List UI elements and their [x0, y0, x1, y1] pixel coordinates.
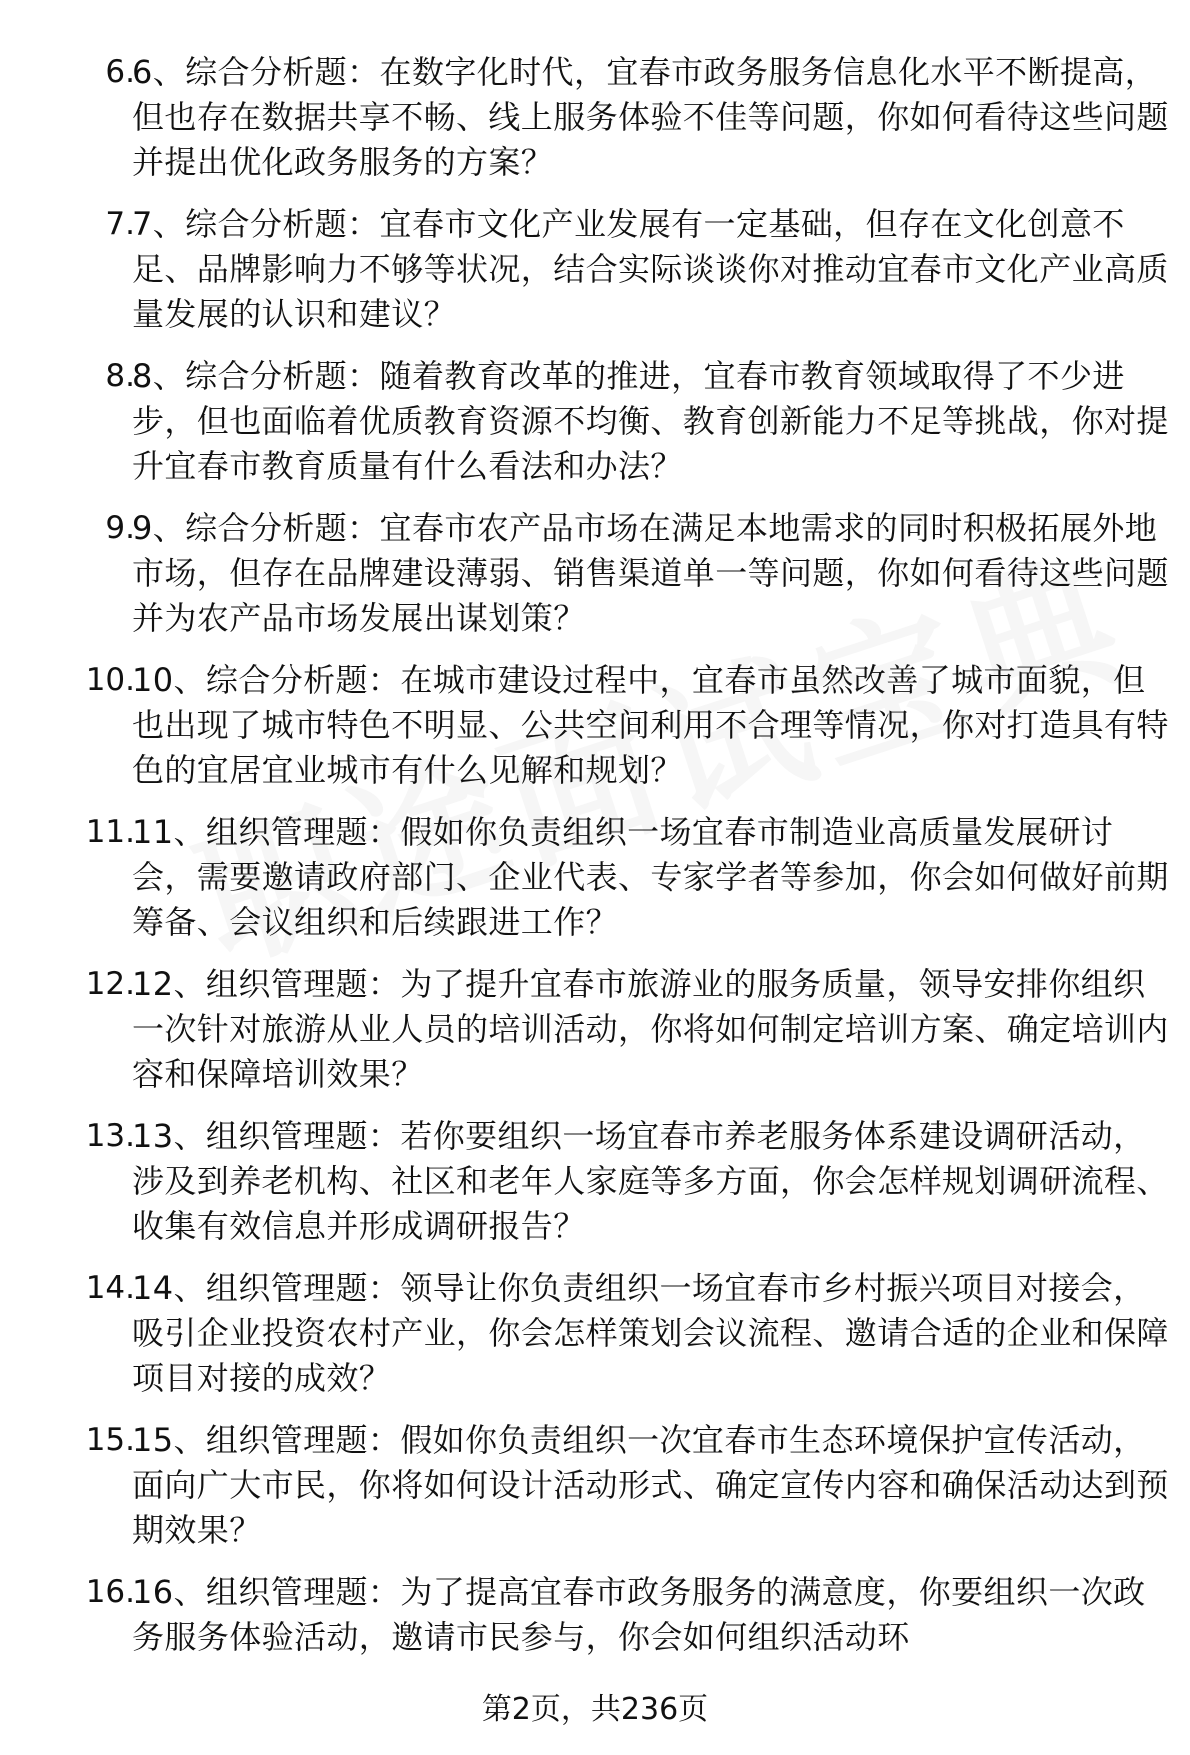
- question-text: 16、组织管理题：为了提高宜春市政务服务的满意度，你要组织一次政务服务体验活动，邀请市民参与，你会如何组织活动环: [132, 1573, 1146, 1656]
- question-item: [0, 354, 1190, 506]
- question-number: 10.: [85, 662, 135, 698]
- page-footer: 第2页，共236页: [481, 1692, 709, 1727]
- question-text: 6、综合分析题：在数字化时代，宜春市政务服务信息化水平不断提高，但也存在数据共享不畅、线上服务体验不佳等问题，你如何看待这些问题并提出优化政务服务的方案？: [132, 53, 1169, 181]
- question-number: 16.: [85, 1574, 135, 1610]
- question-text: 13、组织管理题：若你要组织一场宜春市养老服务体系建设调研活动，涉及到养老机构、社区和老年人家庭等多方面，你会怎样规划调研流程、收集有效信息并形成调研报告？: [132, 1117, 1169, 1245]
- question-number: 6.: [105, 54, 135, 90]
- question-item: [0, 658, 1190, 810]
- question-number: 8.: [105, 358, 135, 394]
- question-number: 14.: [85, 1270, 135, 1306]
- question-item: [0, 962, 1190, 1114]
- question-number: 11.: [85, 814, 135, 850]
- question-number: 15.: [85, 1422, 135, 1458]
- question-text: 7、综合分析题：宜春市文化产业发展有一定基础，但存在文化创意不足、品牌影响力不够等状况，结合实际谈谈你对推动宜春市文化产业高质量发展的认识和建议？: [132, 205, 1169, 333]
- question-text: 14、组织管理题：领导让你负责组织一场宜春市乡村振兴项目对接会，吸引企业投资农村产业，你会怎样策划会议流程、邀请合适的企业和保障项目对接的成效？: [132, 1269, 1169, 1397]
- question-text: 15、组织管理题：假如你负责组织一次宜春市生态环境保护宣传活动，面向广大市民，你将如何设计活动形式、确定宣传内容和确保活动达到预期效果？: [132, 1421, 1169, 1549]
- question-number: 7.: [105, 206, 135, 242]
- question-number: 9.: [105, 510, 135, 546]
- question-text: 8、综合分析题：随着教育改革的推进，宜春市教育领域取得了不少进步，但也面临着优质教育资源不均衡、教育创新能力不足等挑战，你对提升宜春市教育质量有什么看法和办法？: [132, 357, 1169, 485]
- question-item: [0, 50, 1190, 202]
- question-text: 12、组织管理题：为了提升宜春市旅游业的服务质量，领导安排你组织一次针对旅游从业人员的培训活动，你将如何制定培训方案、确定培训内容和保障培训效果？: [132, 965, 1169, 1093]
- question-item: [0, 810, 1190, 962]
- question-text: 10、综合分析题：在城市建设过程中，宜春市虽然改善了城市面貌，但也出现了城市特色不明显、公共空间利用不合理等情况，你对打造具有特色的宜居宜业城市有什么见解和规划？: [132, 661, 1169, 789]
- question-text: 11、组织管理题：假如你负责组织一场宜春市制造业高质量发展研讨会，需要邀请政府部门、企业代表、专家学者等参加，你会如何做好前期筹备、会议组织和后续跟进工作？: [132, 813, 1169, 941]
- question-item: [0, 1266, 1190, 1418]
- question-item: [0, 1114, 1190, 1266]
- question-item: [0, 202, 1190, 354]
- question-number: 13.: [85, 1118, 135, 1154]
- question-item: [0, 1418, 1190, 1570]
- question-item: [0, 506, 1190, 658]
- question-list: [0, 50, 1190, 1722]
- question-number: 12.: [85, 966, 135, 1002]
- question-text: 9、综合分析题：宜春市农产品市场在满足本地需求的同时积极拓展外地市场，但存在品牌建设薄弱、销售渠道单一等问题，你如何看待这些问题并为农产品市场发展出谋划策？: [132, 509, 1169, 637]
